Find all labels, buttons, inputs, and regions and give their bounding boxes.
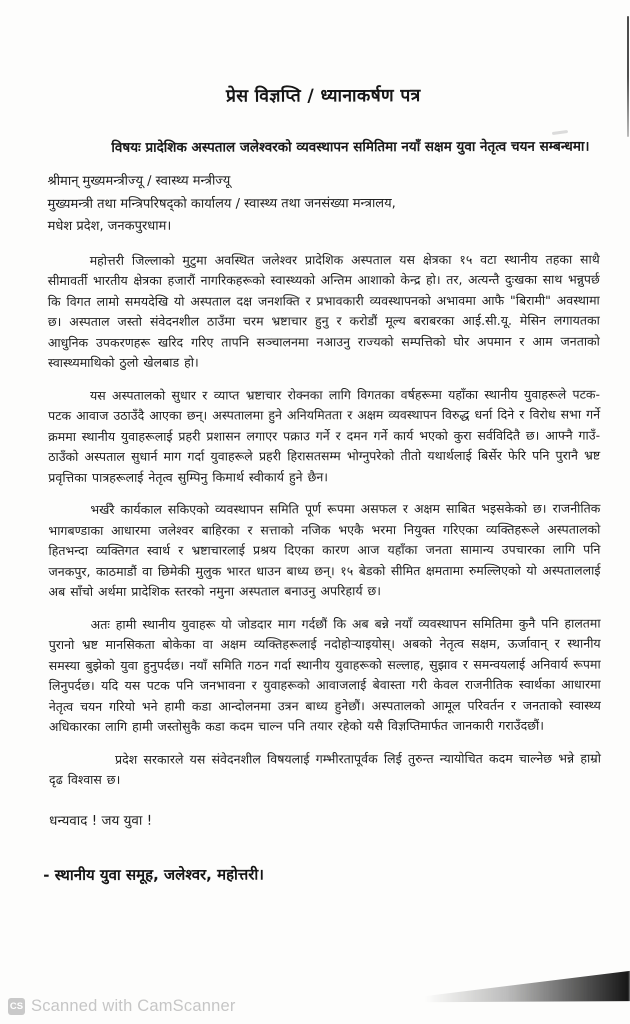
- paragraph-3: भर्खरै कार्यकाल सकिएको व्यवस्थापन समिति पूर्ण रूपमा असफल र अक्षम साबित भइसकेको छ। राजनीतिक भागबण्डाका आधारमा जलेश्वर बाहिरका र सत्ताको नजिक भएकै भरमा नियुक्त गरिएका व्यक्तिहरूले अस्पतालको हितभन्दा व्यक्तिगत स्वार्थ र भ्रष्टाचारलाई प्रश्रय दिएका कारण आज यहाँका जनता सामान्य उपचारका लागि पनि जनकपुर, काठमाडौं वा छिमेकी मुलुक भारत धाउन बाध्य छन्। १५ बेडको सीमित क्षमतामा रुमल्लिएको यो अस्पताललाई अब साँचो अर्थमा प्रादेशिक स्तरको नमुना अस्पताल बनाउनु अपरिहार्य छ।: [48, 500, 601, 599]
- addressee-line-1: श्रीमान् मुख्यमन्त्रीज्यू / स्वास्थ्य मन्त्रीज्यू: [47, 173, 231, 189]
- paragraph-5: प्रदेश सरकारले यस संवेदनशील विषयलाई गम्भीरतापूर्वक लिई तुरुन्त न्यायोचित कदम चाल्नेछ भन्ने हाम्रो दृढ विश्वास छ।: [49, 750, 602, 787]
- scan-edge-artifact-line: [627, 16, 629, 137]
- document-content: [43, 0, 602, 884]
- signature-line: - स्थानीय युवा समूह, जलेश्वर, महोत्तरी।: [43, 864, 265, 884]
- addressee-line-3: मधेश प्रदेश, जनकपुरधाम।: [47, 218, 172, 234]
- paragraph-2: यस अस्पतालको सुधार र व्याप्त भ्रष्टाचार रोक्नका लागि विगतका वर्षहरूमा यहाँका स्थानीय युवाहरूले पटक-पटक आवाज उठाउँदै आएका छन्। अस्पतालमा हुने अनियमितता र अक्षम व्यवस्थापन विरुद्ध धर्ना दिने र विरोध सभा गर्ने क्रममा स्थानीय युवाहरूलाई प्रहरी प्रशासन लगाएर पक्राउ गर्ने र दमन गर्ने कार्य भएको कुरा सर्वविदितै छ। आफ्नै गाउँ-ठाउँको अस्पताल सुधार्न माग गर्दा युवाहरूले प्रहरी हिरासतसम्म भोग्नुपरेको तीतो यथार्थलाई बिर्सेर फेरि पनि पुरानै भ्रष्ट प्रवृत्तिका पात्रहरूलाई नेतृत्व सुम्पिनु किमार्थ स्वीकार्य हुने छैन।: [48, 386, 601, 485]
- scan-page-shadow: [425, 968, 630, 1004]
- camscanner-icon: CS: [8, 998, 25, 1015]
- subject-line: विषयः प्रादेशिक अस्पताल जलेश्वरको व्यवस्थापन समितिमा नयाँ सक्षम युवा नेतृत्व चयन सम्बन्धमा।: [111, 138, 590, 156]
- camscanner-watermark: [8, 997, 236, 1016]
- paragraph-4: अतः हामी स्थानीय युवाहरू यो जोडदार माग गर्दछौं कि अब बन्ने नयाँ व्यवस्थापन समितिमा कुनै पनि हालतमा पुरानो भ्रष्ट मानसिकता बोकेका वा अक्षम व्यक्तिहरूलाई नदोहोऱ्याइयोस्। अबको नेतृत्व सक्षम, ऊर्जावान् र स्थानीय समस्या बुझेको युवा हुनुपर्दछ। नयाँ समिति गठन गर्दा स्थानीय युवाहरूको सल्लाह, सुझाव र समन्वयलाई अनिवार्य रूपमा लिनुपर्दछ। यदि यस पटक पनि जनभावना र युवाहरूको आवाजलाई बेवास्ता गरी केवल राजनीतिक स्वार्थका आधारमा नेतृत्व चयन गरियो भने हामी कडा आन्दोलनमा उत्रन बाध्य हुनेछौं। अस्पतालको आमूल परिवर्तन र जनताको स्वास्थ्य अधिकारका लागि हामी जस्तोसुकै कडा कदम चाल्न पनि तयार रहेको यसै विज्ञप्तिमार्फत जानकारी गराउँदछौं।: [48, 615, 601, 734]
- addressee-line-2: मुख्यमन्त्री तथा मन्त्रिपरिषद्को कार्यालय / स्वास्थ्य तथा जनसंख्या मन्त्रालय,: [47, 195, 396, 212]
- page-title: प्रेस विज्ञप्ति / ध्यानाकर्षण पत्र: [225, 86, 421, 107]
- addressee-block: [47, 170, 599, 239]
- camscanner-watermark-text: Scanned with CamScanner: [31, 997, 236, 1015]
- paragraph-1: महोत्तरी जिल्लाको मुटुमा अवस्थित जलेश्वर प्रादेशिक अस्पताल यस क्षेत्रका १५ वटा स्थानीय तहका साथै सीमावर्ती भारतीय क्षेत्रका हजारौं नागरिकहरूको स्वास्थ्यको अन्तिम आशाको केन्द्र हो। तर, अत्यन्तै दुःखका साथ भन्नुपर्छ कि विगत लामो समयदेखि यो अस्पताल दक्ष जनशक्ति र प्रभावकारी व्यवस्थापनको अभावमा आफै "बिरामी" अवस्थामा छ। अस्पताल जस्तो संवेदनशील ठाउँमा चरम भ्रष्टाचार हुनु र करोडौं मूल्य बराबरका आई.सी.यू. मेसिन लगायतका आधुनिक उपकरणहरू खरिद गरिए तापनि सञ्चालनमा नआउनु राज्यको सम्पत्तिको घोर अपमान र आम जनताको स्वास्थ्यमाथिको ठुलो खेलबाड हो।: [47, 251, 600, 370]
- closing-thanks: धन्यवाद ! जय युवा !: [49, 812, 153, 829]
